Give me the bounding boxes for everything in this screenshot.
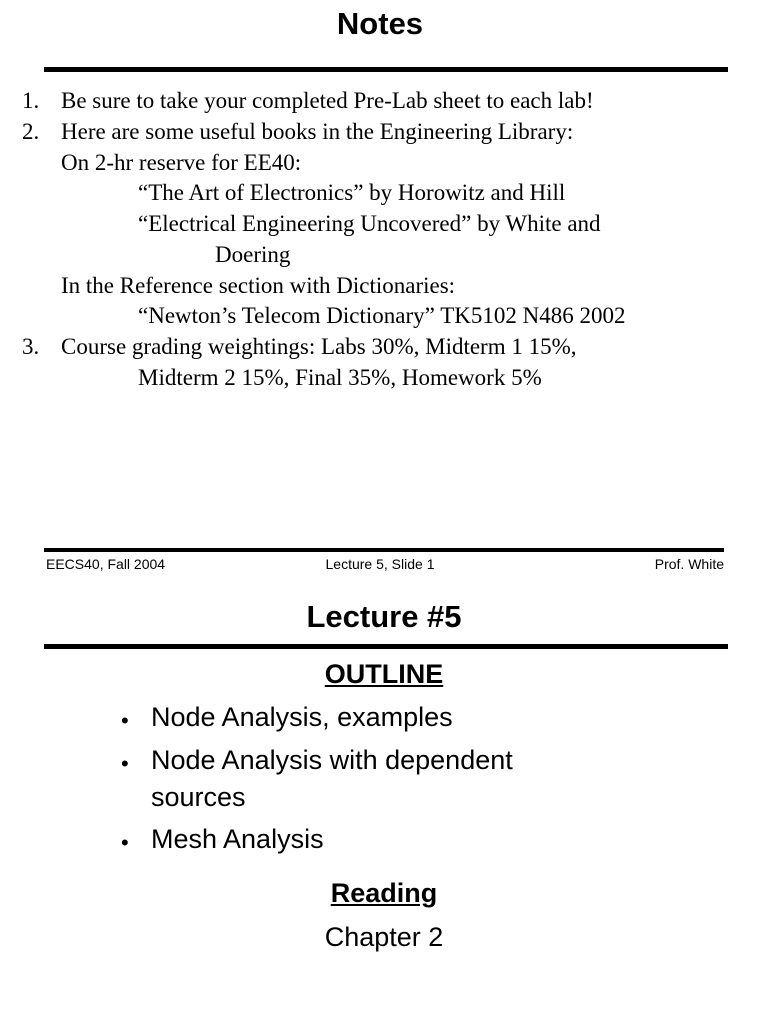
lecture-title: Lecture #5 <box>306 599 462 634</box>
book-art-of-electronics: “The Art of Electronics” by Horowitz and Hill <box>138 180 566 205</box>
title-divider <box>44 67 728 72</box>
outline-heading: OUTLINE <box>324 659 444 689</box>
outline-item-1: Node Analysis, examples <box>151 702 453 732</box>
lecture-title-divider <box>44 644 728 649</box>
footer-course: EECS40, Fall 2004 <box>46 556 166 572</box>
reference-heading: In the Reference section with Dictionaries: <box>61 273 456 298</box>
bullet-icon: • <box>121 830 129 855</box>
footer-divider <box>44 548 724 552</box>
grading-continued: Midterm 2 15%, Final 35%, Homework 5% <box>138 365 542 390</box>
book-ee-uncovered-continued: Doering <box>215 242 291 267</box>
item-text-3: Course grading weightings: Labs 30%, Midterm 1 15%, <box>61 334 577 359</box>
reading-heading: Reading <box>330 878 438 908</box>
bullet-icon: • <box>121 708 129 733</box>
book-telecom-dictionary: “Newton’s Telecom Dictionary” TK5102 N486 2002 <box>138 303 626 328</box>
bullet-icon: • <box>121 751 129 776</box>
outline-item-2-continued: sources <box>151 782 246 812</box>
footer-instructor: Prof. White <box>654 556 724 572</box>
reading-assignment: Chapter 2 <box>324 922 444 952</box>
outline-item-3: Mesh Analysis <box>151 824 324 854</box>
reserve-heading: On 2-hr reserve for EE40: <box>61 150 302 175</box>
item-number-3: 3. <box>22 334 40 359</box>
book-ee-uncovered: “Electrical Engineering Uncovered” by White and <box>138 211 601 236</box>
outline-item-2: Node Analysis with dependent <box>151 745 513 775</box>
item-text-2: Here are some useful books in the Engineering Library: <box>61 119 574 144</box>
notes-title: Notes <box>336 6 424 41</box>
item-number-2: 2. <box>22 119 40 144</box>
item-number-1: 1. <box>22 88 40 113</box>
item-text-1: Be sure to take your completed Pre-Lab sheet to each lab! <box>61 88 594 113</box>
footer-slide-number: Lecture 5, Slide 1 <box>325 556 435 572</box>
